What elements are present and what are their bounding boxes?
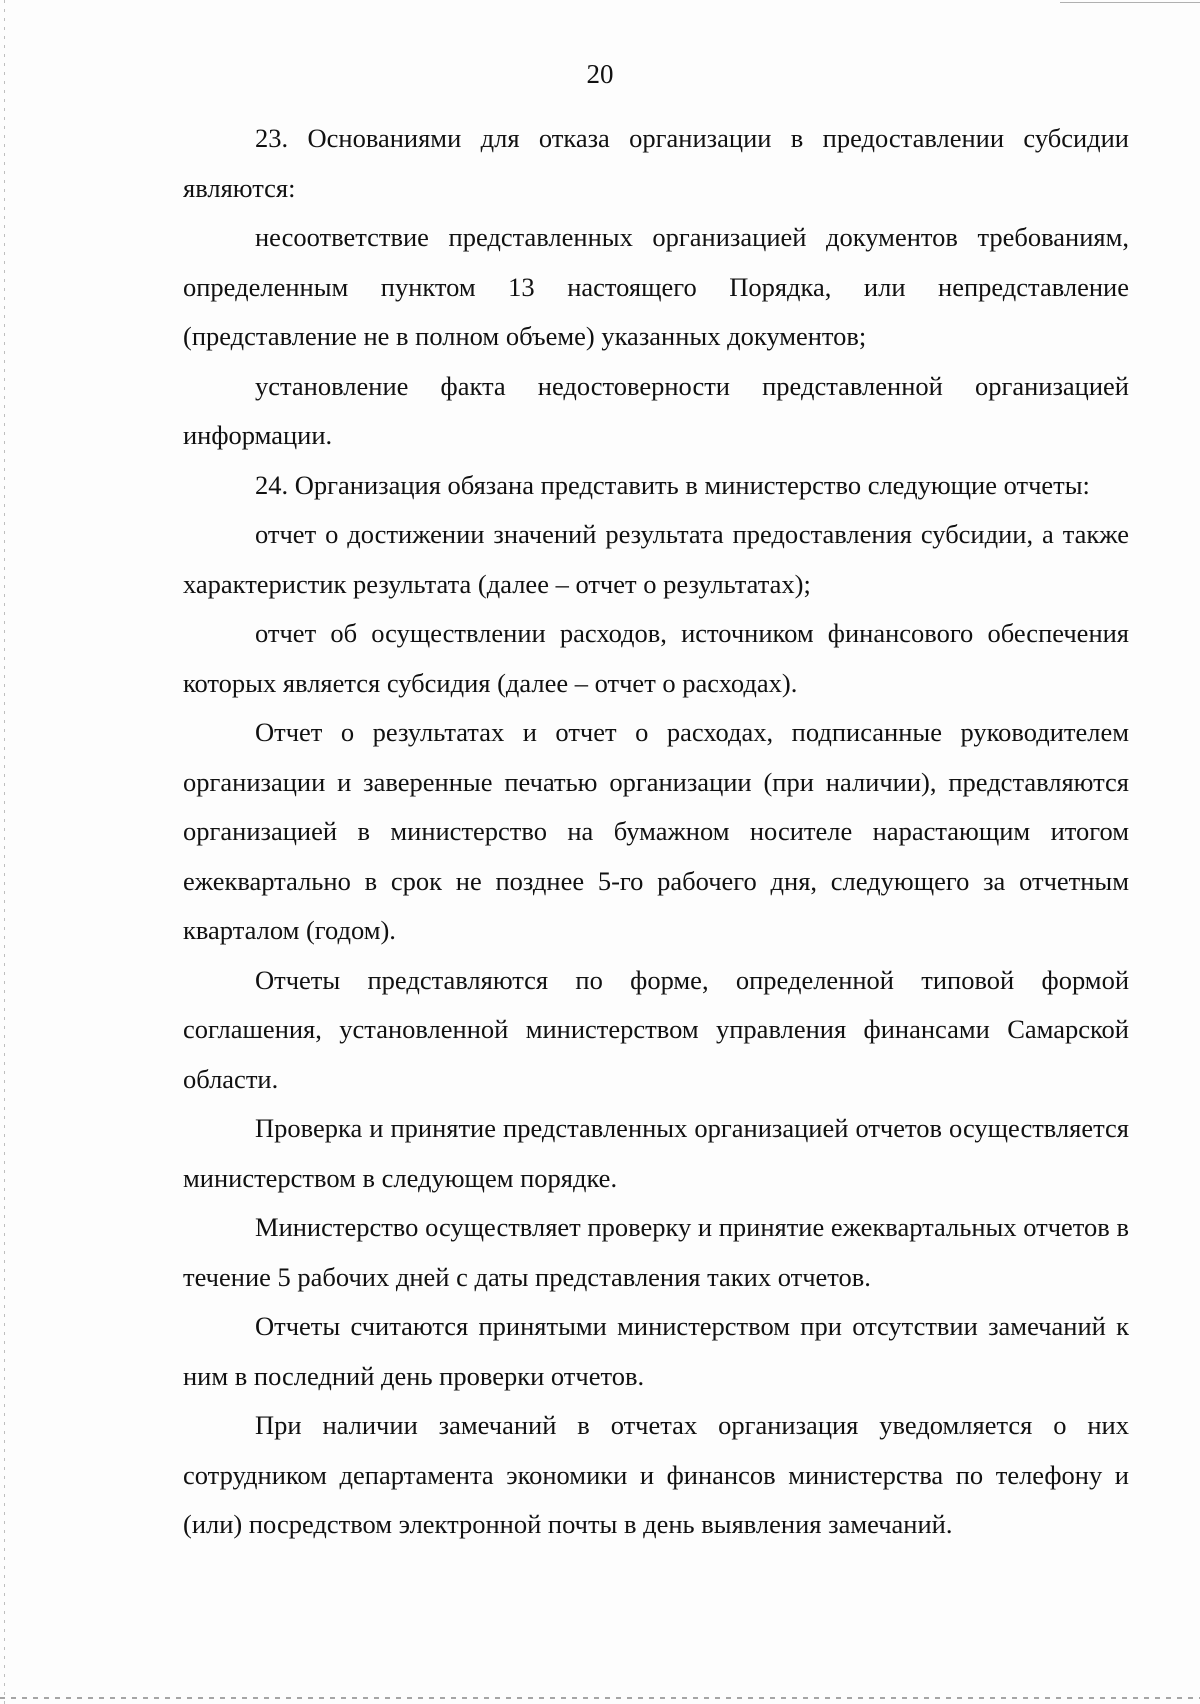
paragraph-verification-term: Министерство осуществляет проверку и принятие ежеквартальных отчетов в течение 5 рабочих дней с даты представления таких отчетов. <box>183 1212 1129 1292</box>
paragraph-verification-order: Проверка и принятие представленных организацией отчетов осуществляется министерством в следующем порядке. <box>183 1113 1129 1193</box>
paragraph-acceptance: Отчеты считаются принятыми министерством при отсутствии замечаний к ним в последний день проверки отчетов. <box>183 1311 1129 1391</box>
document-body <box>183 114 1129 1550</box>
paragraph-ground-information: установление факта недостоверности представленной организацией информации. <box>183 370 1129 450</box>
paragraph-report-submission: Отчет о результатах и отчет о расходах, подписанные руководителем организации и заверенные печатью организации (при наличии), представляются организацией в министерство на бумажном носителе нарастающим итогом ежеквартально в срок не позднее 5-го рабочего дня, следующего за отчетным кварталом (годом). <box>183 717 1129 945</box>
paragraph-report-expenses: отчет об осуществлении расходов, источником финансового обеспечения которых является субсидия (далее – отчет о расходах). <box>183 618 1129 698</box>
paragraph-ground-documents: несоответствие представленных организацией документов требованиям, определенным пунктом 13 настоящего Порядка, или непредставление (представление не в полном объеме) указанных документов; <box>183 222 1129 351</box>
scan-edge-bottom <box>0 1697 1200 1699</box>
scan-edge-left <box>4 0 5 1704</box>
paragraph-report-form: Отчеты представляются по форме, определенной типовой формой соглашения, установленной министерством управления финансами Самарской области. <box>183 964 1129 1094</box>
paragraph-24-heading: 24. Организация обязана представить в министерство следующие отчеты: <box>255 469 1090 500</box>
paragraph-23-heading: 23. Основаниями для отказа организации в предоставлении субсидии являются: <box>183 123 1129 203</box>
scan-edge-top <box>1060 2 1200 3</box>
paragraph-report-results: отчет о достижении значений результата предоставления субсидии, а также характеристик результата (далее – отчет о результатах); <box>183 519 1129 599</box>
paragraph-remarks-notification: При наличии замечаний в отчетах организация уведомляется о них сотрудником департамента экономики и финансов министерства по телефону и (или) посредством электронной почты в день выявления замечаний. <box>183 1410 1129 1539</box>
page-number: 20 <box>586 59 614 89</box>
